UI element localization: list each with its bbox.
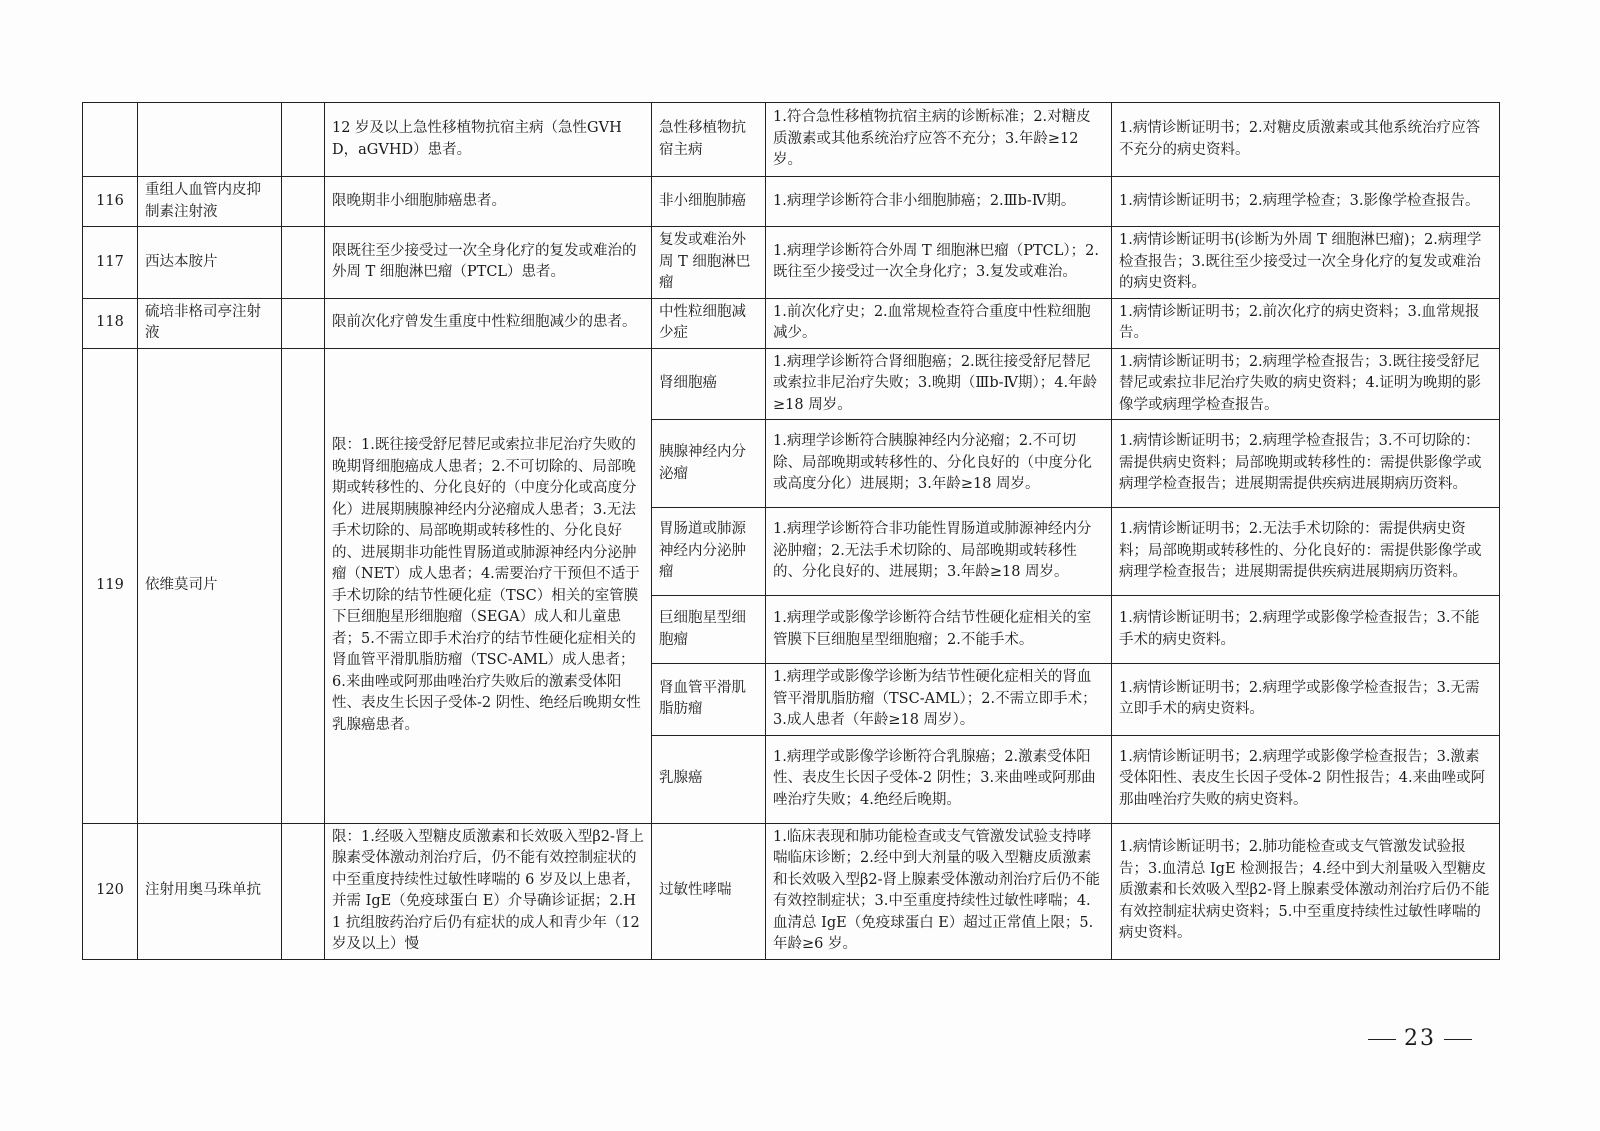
- required-materials: 1.病情诊断证明书；2.病理学检查报告；3.不可切除的：需提供病史资料；局部晚期或转移性的：需提供影像学或病理学检查报告；进展期需提供疾病进展期病历资料。: [1112, 420, 1500, 508]
- diagnosis-criteria: 1.病理学诊断符合非功能性胃肠道或肺源神经内分泌肿瘤；2.无法手术切除的、局部晚期或转移性的、分化良好的、进展期；3.年龄≥18 周岁。: [766, 508, 1112, 596]
- payment-restriction: 限：1.既往接受舒尼替尼或索拉非尼治疗失败的晚期肾细胞癌成人患者；2.不可切除的、局部晚期或转移性的、分化良好的（中度分化或高度分化）进展期胰腺神经内分泌瘤成人患者；3.无法手术切除的、局部晚期或转移性的、分化良好的、进展期非功能性胃肠道或肺源神经内分泌肿瘤（NET）成人患者；4.需要治疗干预但不适于手术切除的结节性硬化症（TSC）相关的室管膜下巨细胞星形细胞瘤（SEGA）成人和儿童患者；5.不需立即手术治疗的结节性硬化症相关的肾血管平滑肌脂肪瘤（TSC-AML）成人患者；6.来曲唑或阿那曲唑治疗失败后的激素受体阳性、表皮生长因子受体-2 阴性、绝经后晚期女性乳腺癌患者。: [325, 348, 652, 823]
- table-row: [83, 823, 1500, 959]
- drug-restriction-table: [82, 102, 1500, 960]
- table-body: [83, 103, 1500, 960]
- diagnosis-criteria: 1.临床表现和肺功能检查或支气管激发试验支持哮喘临床诊断；2.经中到大剂量的吸入型糖皮质激素和长效吸入型β2-肾上腺素受体激动剂治疗后仍不能有效控制症状；3.中至重度持续性过敏性哮喘；4.血清总 IgE（免疫球蛋白 E）超过正常值上限；5.年龄≥6 岁。: [766, 823, 1112, 959]
- table-row: [83, 348, 1500, 420]
- required-materials: 1.病情诊断证明书；2.病理学检查报告；3.既往接受舒尼替尼或索拉非尼治疗失败的病史资料；4.证明为晚期的影像学或病理学检查报告。: [1112, 348, 1500, 420]
- drug-name: 注射用奥马珠单抗: [138, 823, 282, 959]
- drug-name: 依维莫司片: [138, 348, 282, 823]
- indication-disease: 胃肠道或肺源神经内分泌肿瘤: [652, 508, 766, 596]
- diagnosis-criteria: 1.病理学诊断符合外周 T 细胞淋巴瘤（PTCL）；2.既往至少接受过一次全身化疗；3.复发或难治。: [766, 227, 1112, 299]
- indication-disease: 中性粒细胞减少症: [652, 298, 766, 348]
- required-materials: 1.病情诊断证明书；2.对糖皮质激素或其他系统治疗应答不充分的病史资料。: [1112, 103, 1500, 177]
- required-materials: 1.病情诊断证明书；2.病理学或影像学检查报告；3.激素受体阳性、表皮生长因子受体-2 阴性报告；4.来曲唑或阿那曲唑治疗失败的病史资料。: [1112, 735, 1500, 823]
- row-number: [83, 103, 138, 177]
- payment-restriction: 12 岁及以上急性移植物抗宿主病（急性GVHD，aGVHD）患者。: [325, 103, 652, 177]
- required-materials: 1.病情诊断证明书；2.病理学检查；3.影像学检查报告。: [1112, 177, 1500, 227]
- required-materials: 1.病情诊断证明书；2.病理学或影像学检查报告；3.不能手术的病史资料。: [1112, 596, 1500, 664]
- payment-restriction: 限既往至少接受过一次全身化疗的复发或难治的外周 T 细胞淋巴瘤（PTCL）患者。: [325, 227, 652, 299]
- indication-disease: 急性移植物抗宿主病: [652, 103, 766, 177]
- indication-disease: 胰腺神经内分泌瘤: [652, 420, 766, 508]
- diagnosis-criteria: 1.符合急性移植物抗宿主病的诊断标准；2.对糖皮质激素或其他系统治疗应答不充分；3.年龄≥12 岁。: [766, 103, 1112, 177]
- drug-name: 硫培非格司亭注射液: [138, 298, 282, 348]
- indication-disease: 巨细胞星型细胞瘤: [652, 596, 766, 664]
- required-materials: 1.病情诊断证明书；2.前次化疗的病史资料；3.血常规报告。: [1112, 298, 1500, 348]
- required-materials: 1.病情诊断证明书(诊断为外周 T 细胞淋巴瘤)；2.病理学检查报告；3.既往至少接受过一次全身化疗的复发或难治的病史资料。: [1112, 227, 1500, 299]
- page-number-dash-left: [1368, 1039, 1396, 1040]
- table-row: [83, 298, 1500, 348]
- blank-cell: [282, 348, 325, 823]
- page-number-dash-right: [1444, 1039, 1472, 1040]
- indication-disease: 肾血管平滑肌脂肪瘤: [652, 664, 766, 736]
- diagnosis-criteria: 1.病理学或影像学诊断为结节性硬化症相关的肾血管平滑肌脂肪瘤（TSC-AML）；2.不需立即手术；3.成人患者（年龄≥18 周岁）。: [766, 664, 1112, 736]
- row-number: 118: [83, 298, 138, 348]
- page-number: [1360, 1026, 1480, 1051]
- diagnosis-criteria: 1.病理学诊断符合非小细胞肺癌；2.Ⅲb-Ⅳ期。: [766, 177, 1112, 227]
- required-materials: 1.病情诊断证明书；2.肺功能检查或支气管激发试验报告；3.血清总 IgE 检测报告；4.经中到大剂量吸入型糖皮质激素和长效吸入型β2-肾上腺素受体激动剂治疗后仍不能有效控制症状病史资料；5.中至重度持续性过敏性哮喘的病史资料。: [1112, 823, 1500, 959]
- row-number: 119: [83, 348, 138, 823]
- blank-cell: [282, 177, 325, 227]
- diagnosis-criteria: 1.病理学或影像学诊断符合结节性硬化症相关的室管膜下巨细胞星型细胞瘤；2.不能手术。: [766, 596, 1112, 664]
- indication-disease: 肾细胞癌: [652, 348, 766, 420]
- row-number: 117: [83, 227, 138, 299]
- indication-disease: 非小细胞肺癌: [652, 177, 766, 227]
- payment-restriction: 限前次化疗曾发生重度中性粒细胞减少的患者。: [325, 298, 652, 348]
- table-row: [83, 177, 1500, 227]
- payment-restriction: 限晚期非小细胞肺癌患者。: [325, 177, 652, 227]
- indication-disease: 复发或难治外周 T 细胞淋巴瘤: [652, 227, 766, 299]
- payment-restriction: 限：1.经吸入型糖皮质激素和长效吸入型β2-肾上腺素受体激动剂治疗后，仍不能有效控制症状的中至重度持续性过敏性哮喘的 6 岁及以上患者，并需 IgE（免疫球蛋白 E）介导确诊证据；2.H1 抗组胺药治疗后仍有症状的成人和青少年（12 岁及以上）慢: [325, 823, 652, 959]
- blank-cell: [282, 823, 325, 959]
- blank-cell: [282, 227, 325, 299]
- table-row: [83, 227, 1500, 299]
- row-number: 120: [83, 823, 138, 959]
- page-number-text: 23: [1404, 1026, 1436, 1051]
- indication-disease: 乳腺癌: [652, 735, 766, 823]
- blank-cell: [282, 298, 325, 348]
- drug-name: [138, 103, 282, 177]
- blank-cell: [282, 103, 325, 177]
- diagnosis-criteria: 1.病理学诊断符合胰腺神经内分泌瘤；2.不可切除、局部晚期或转移性的、分化良好的（中度分化或高度分化）进展期；3.年龄≥18 周岁。: [766, 420, 1112, 508]
- diagnosis-criteria: 1.前次化疗史；2.血常规检查符合重度中性粒细胞减少。: [766, 298, 1112, 348]
- diagnosis-criteria: 1.病理学诊断符合肾细胞癌；2.既往接受舒尼替尼或索拉非尼治疗失败；3.晚期（Ⅲb-Ⅳ期）；4.年龄≥18 周岁。: [766, 348, 1112, 420]
- required-materials: 1.病情诊断证明书；2.病理学或影像学检查报告；3.无需立即手术的病史资料。: [1112, 664, 1500, 736]
- table-row: [83, 103, 1500, 177]
- required-materials: 1.病情诊断证明书；2.无法手术切除的：需提供病史资料；局部晚期或转移性的、分化良好的：需提供影像学或病理学检查报告；进展期需提供疾病进展期病历资料。: [1112, 508, 1500, 596]
- diagnosis-criteria: 1.病理学或影像学诊断符合乳腺癌；2.激素受体阳性、表皮生长因子受体-2 阴性；3.来曲唑或阿那曲唑治疗失败；4.绝经后晚期。: [766, 735, 1112, 823]
- indication-disease: 过敏性哮喘: [652, 823, 766, 959]
- drug-name: 西达本胺片: [138, 227, 282, 299]
- row-number: 116: [83, 177, 138, 227]
- drug-name: 重组人血管内皮抑制素注射液: [138, 177, 282, 227]
